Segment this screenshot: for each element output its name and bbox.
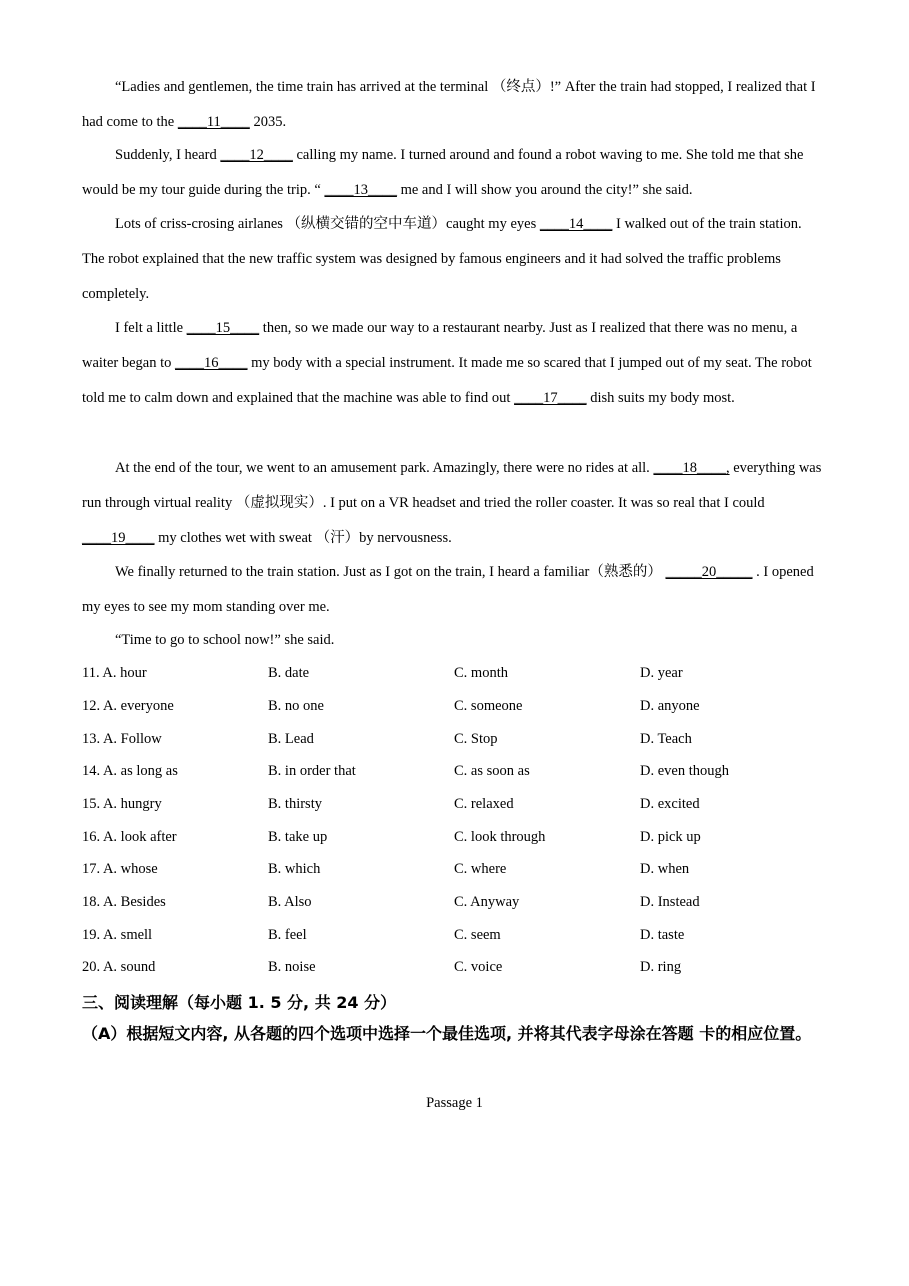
section-heading: 三、阅读理解（每小题 1. 5 分, 共 24 分）	[82, 993, 397, 1012]
option-a: 20. A. sound	[82, 959, 156, 975]
question-row	[82, 731, 827, 751]
story-paragraph-3: Lots of criss-crosing airlanes （纵横交错的空中车道）caught my eyes ____14____ I walked out of the train station. The robot explained that the new traffic system was designed by famous engineers and it had solved the traffic problems completely.	[82, 207, 827, 312]
option-d: D. when	[640, 861, 690, 877]
option-b: B. thirsty	[268, 796, 322, 812]
option-a: 19. A. smell	[82, 927, 153, 943]
option-a: 15. A. hungry	[82, 796, 162, 812]
option-b: B. date	[268, 665, 310, 681]
blank-15: ____15____	[186, 320, 260, 336]
question-row	[82, 894, 827, 914]
option-d: D. Instead	[640, 894, 700, 910]
option-b: B. feel	[268, 927, 307, 943]
option-c: C. as soon as	[454, 763, 530, 779]
blank-17: ____17____	[514, 390, 587, 406]
option-b: B. take up	[268, 829, 328, 845]
option-c: C. month	[454, 665, 508, 681]
story-paragraph-4: I felt a little ____15____ then, so we made our way to a restaurant nearby. Just as I realized that there was no menu, a waiter began to ____16____ my body with a special instrument. It made me so scared that I jumped out of my seat. The robot told me to calm down and explained that the machine was able to find out ____17____ dish suits my body most.	[82, 311, 827, 416]
option-b: B. no one	[268, 698, 324, 714]
option-a: 18. A. Besides	[82, 894, 166, 910]
option-a: 16. A. look after	[82, 829, 177, 845]
option-c: C. seem	[454, 927, 501, 943]
story-paragraph-1: “Ladies and gentlemen, the time train has arrived at the terminal （终点）!” After the train had stopped, I realized that I had come to the ____11____ 2035.	[82, 70, 827, 140]
story-paragraph-5: At the end of the tour, we went to an amusement park. Amazingly, there were no rides at all. ____18____, everything was run through virtual reality （虚拟现实）. I put on a VR headset and tried the roller coaster. It was so real that I could ____19____ my clothes wet with sweat （汗）by nervousness.	[82, 451, 827, 556]
question-row	[82, 861, 827, 881]
blank-12: ____12____	[220, 147, 293, 163]
option-a: 17. A. whose	[82, 861, 158, 877]
option-d: D. ring	[640, 959, 682, 975]
option-c: C. look through	[454, 829, 546, 845]
option-d: D. excited	[640, 796, 700, 812]
option-d: D. Teach	[640, 731, 692, 747]
option-c: C. Stop	[454, 731, 498, 747]
blank-14: ____14____	[539, 216, 613, 232]
option-b: B. which	[268, 861, 321, 877]
question-row	[82, 796, 827, 816]
blank-20: _____20_____	[665, 564, 753, 580]
option-c: C. relaxed	[454, 796, 514, 812]
blank-16: ____16____	[175, 355, 248, 371]
option-b: B. noise	[268, 959, 316, 975]
option-d: D. anyone	[640, 698, 700, 714]
question-row	[82, 698, 827, 718]
option-d: D. pick up	[640, 829, 701, 845]
blank-13: ____13____	[324, 182, 397, 198]
option-a: 13. A. Follow	[82, 731, 162, 747]
blank-18: ____18____,	[653, 460, 730, 476]
option-c: C. where	[454, 861, 507, 877]
option-a: 12. A. everyone	[82, 698, 174, 714]
story-paragraph-7: “Time to go to school now!” she said.	[115, 632, 335, 648]
option-b: B. in order that	[268, 763, 356, 779]
story-paragraph-6: We finally returned to the train station. Just as I got on the train, I heard a familiar（熟悉的） _____20_____ . I opened my eyes to see my mom standing over me.	[82, 555, 827, 625]
option-c: C. voice	[454, 959, 503, 975]
blank-19: ____19____	[82, 530, 155, 546]
question-row	[82, 959, 827, 979]
question-row	[82, 665, 827, 685]
option-b: B. Lead	[268, 731, 314, 747]
option-c: C. Anyway	[454, 894, 520, 910]
question-row	[82, 763, 827, 783]
option-d: D. taste	[640, 927, 685, 943]
option-b: B. Also	[268, 894, 312, 910]
option-a: 14. A. as long as	[82, 763, 178, 779]
passage-label: Passage 1	[426, 1095, 483, 1111]
blank-11: ____11____	[177, 114, 250, 130]
option-d: D. even though	[640, 763, 729, 779]
option-d: D. year	[640, 665, 683, 681]
question-row	[82, 829, 827, 849]
story-paragraph-2: Suddenly, I heard ____12____ calling my name. I turned around and found a robot waving to me. She told me that she would be my tour guide during the trip. “ ____13____ me and I will show you around the city!” she said.	[82, 138, 827, 208]
section-instruction: （A）根据短文内容, 从各题的四个选项中选择一个最佳选项, 并将其代表字母涂在答题 卡的相应位置。	[82, 1024, 812, 1043]
question-row	[82, 927, 827, 947]
option-c: C. someone	[454, 698, 523, 714]
option-a: 11. A. hour	[82, 665, 147, 681]
